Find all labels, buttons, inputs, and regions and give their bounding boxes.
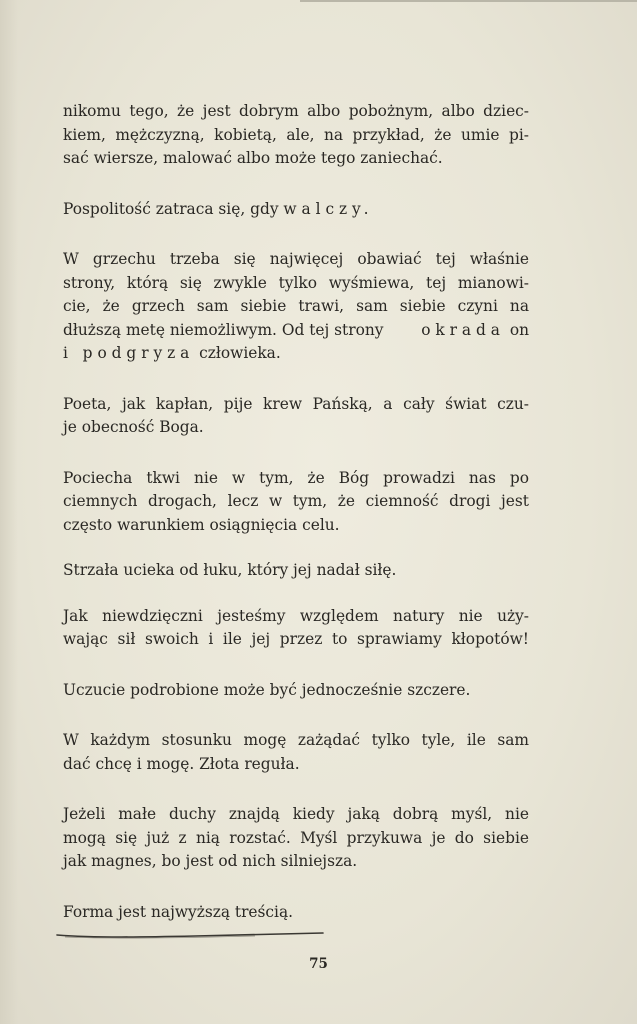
text-run: on	[504, 320, 529, 339]
paragraph-7	[63, 605, 529, 652]
text-line	[63, 342, 529, 366]
text-run: człowieka.	[194, 344, 281, 362]
text-line: mogą się już z nią rozstać. Myśl przykuwa je do siebie	[63, 828, 529, 847]
text-line: W każdym stosunku mogę zażądać tylko tyle, ile sam	[63, 731, 529, 749]
page-text	[63, 100, 529, 924]
spaced-emphasis: okrada	[421, 320, 505, 339]
text-run: dłuższą metę niemożliwym. Od tej strony	[63, 320, 389, 339]
paragraph-4	[63, 393, 529, 440]
spaced-emphasis: i podgryza	[63, 344, 195, 362]
text-line: je obecność Boga.	[63, 418, 204, 436]
paragraph-11	[63, 901, 529, 925]
text-line: Jeżeli małe duchy znajdą kiedy jaką dobrą myśl, nie	[63, 805, 529, 823]
pencil-underline	[55, 924, 325, 942]
text-run: Pospolitość zatraca się, gdy	[63, 199, 284, 218]
text-line: cie, że grzech sam siebie trawi, sam siebie czyni na	[63, 297, 529, 315]
paragraph-10	[63, 803, 529, 874]
paragraph-8	[63, 679, 529, 703]
page-number: 75	[309, 956, 328, 972]
text-line: Jak niewdzięczni jesteśmy względem natury nie uży-	[63, 606, 529, 625]
paragraph-5	[63, 467, 529, 538]
text-line: sać wiersze, malować albo może tego zaniechać.	[63, 149, 443, 167]
top-edge-line	[300, 0, 637, 2]
text-line: ciemnych drogach, lecz w tym, że ciemność drogi jest	[63, 492, 529, 510]
text-line: W grzechu trzeba się najwięcej obawiać tej właśnie	[63, 250, 529, 268]
text-line: często warunkiem osiągnięcia celu.	[63, 515, 340, 534]
paragraph-2	[63, 198, 529, 222]
text-line: Strzała ucieka od łuku, który jej nadał siłę.	[63, 561, 397, 579]
text-line: dać chcę i mogę. Złota reguła.	[63, 754, 300, 773]
text-line: Pociecha tkwi nie w tym, że Bóg prowadzi nas po	[63, 468, 529, 487]
page-gutter-shadow	[0, 0, 18, 1024]
paragraph-1	[63, 100, 529, 171]
text-line: Uczucie podrobione może być jednocześnie szczere.	[63, 680, 471, 699]
text-line	[63, 319, 529, 343]
text-line: Poeta, jak kapłan, pije krew Pańską, a cały świat czu-	[63, 394, 529, 413]
paragraph-3	[63, 248, 529, 366]
spaced-emphasis: walczy.	[283, 199, 374, 218]
text-line: kiem, mężczyzną, kobietą, ale, na przykład, że umie pi-	[63, 125, 529, 144]
text-line: jak magnes, bo jest od nich silniejsza.	[63, 852, 358, 870]
paragraph-6	[63, 559, 529, 583]
text-line: strony, którą się zwykle tylko wyśmiewa, tej mianowi-	[63, 273, 529, 292]
text-line: nikomu tego, że jest dobrym albo pobożnym, albo dziec-	[63, 102, 529, 120]
text-line: wając sił swoich i ile jej przez to sprawiamy kłopotów!	[63, 630, 529, 648]
text-line: Forma jest najwyższą treścią.	[63, 902, 294, 921]
paragraph-9	[63, 729, 529, 776]
